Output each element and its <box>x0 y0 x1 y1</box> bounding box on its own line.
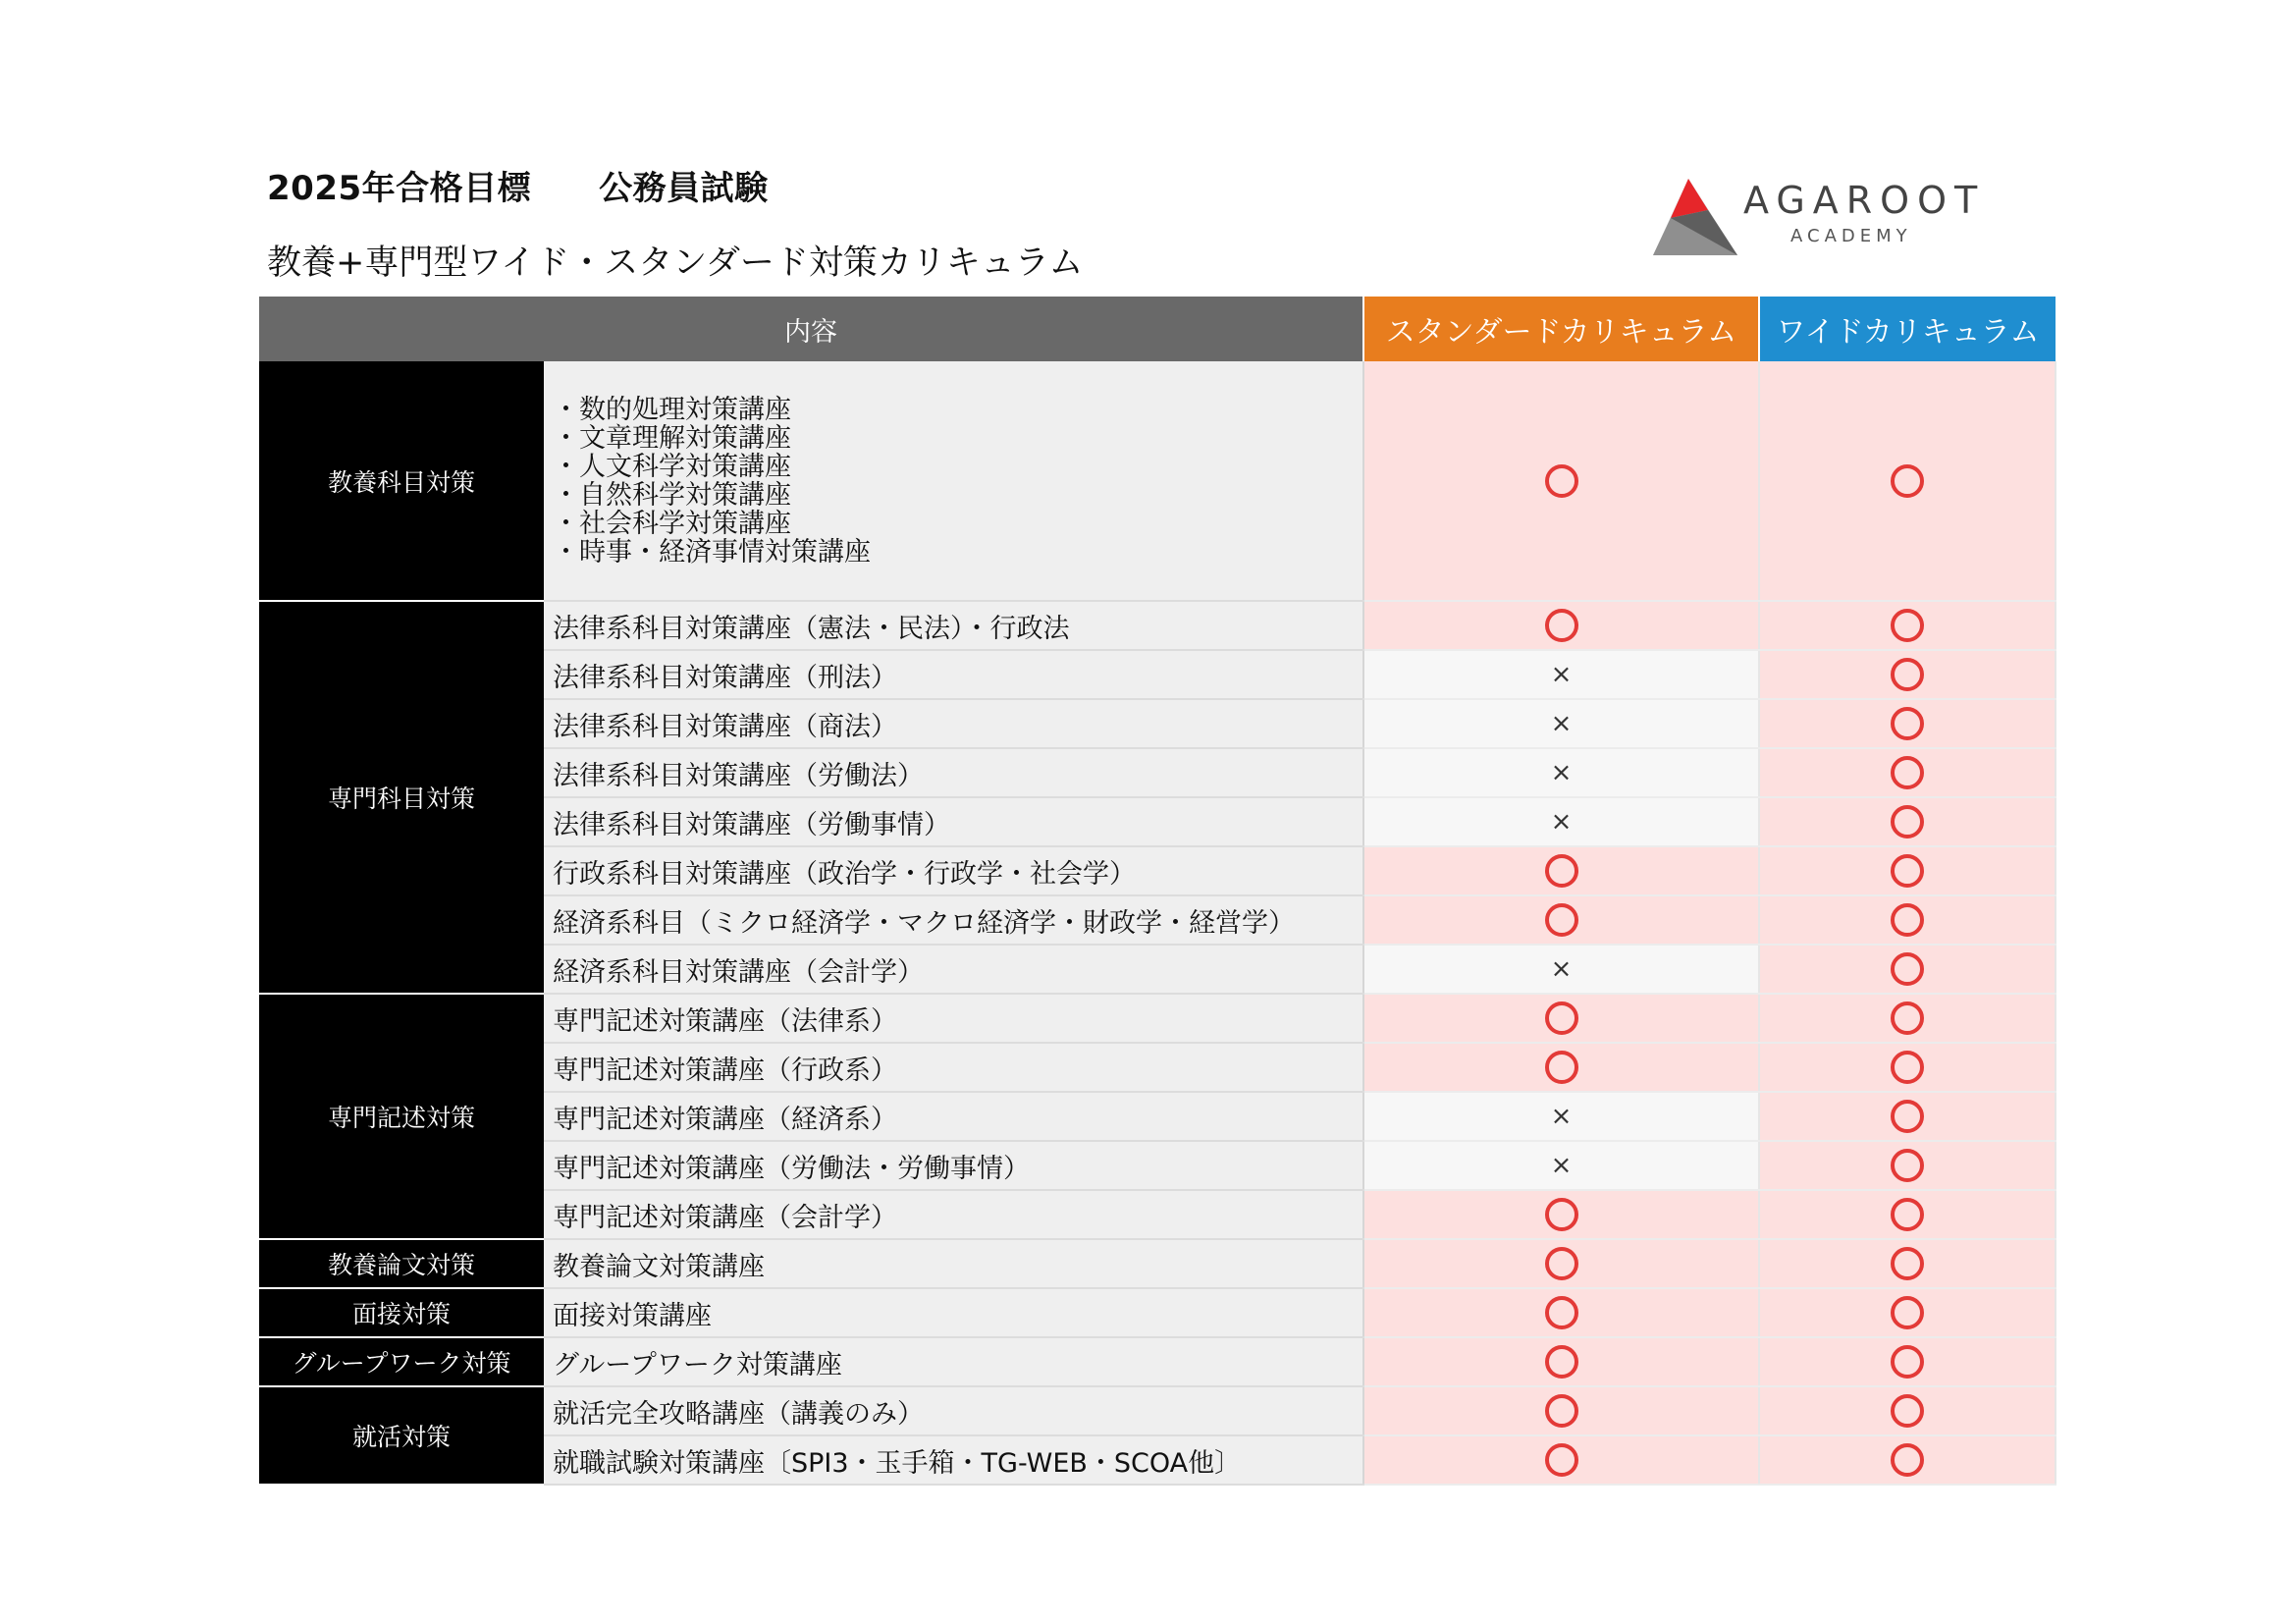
circle-included-icon <box>1545 1051 1578 1084</box>
standard-mark-cell <box>1363 1190 1759 1239</box>
content-list-item: ・社会科学対策講座 <box>553 508 791 539</box>
wide-mark-cell <box>1759 1288 2056 1337</box>
wide-mark-cell <box>1759 797 2056 846</box>
page-subtitle: 教養+専門型ワイド・スタンダード対策カリキュラム <box>267 243 1084 283</box>
page-title: 2025年合格目標 公務員試験 <box>267 169 769 208</box>
circle-included-icon <box>1891 464 1924 498</box>
table-row <box>259 601 2056 650</box>
cross-excluded-icon: × <box>1550 660 1573 689</box>
content-cell <box>544 361 1363 601</box>
category-cell: 教養論文対策 <box>259 1239 544 1288</box>
standard-mark-cell <box>1363 994 1759 1043</box>
table-row <box>259 361 2056 601</box>
standard-mark-cell <box>1363 1239 1759 1288</box>
circle-included-icon <box>1545 1443 1578 1477</box>
category-cell: 教養科目対策 <box>259 361 544 601</box>
standard-mark-cell <box>1363 1386 1759 1435</box>
category-cell: 面接対策 <box>259 1288 544 1337</box>
content-cell: 法律系科目対策講座（労働法） <box>544 748 1363 797</box>
curriculum-table <box>259 297 2056 1486</box>
circle-included-icon <box>1891 756 1924 789</box>
logo-triangle-icon <box>1649 175 1741 263</box>
logo-subtext: ACADEMY <box>1790 226 1912 246</box>
wide-mark-cell <box>1759 1043 2056 1092</box>
wide-mark-cell <box>1759 1239 2056 1288</box>
circle-included-icon <box>1891 903 1924 937</box>
circle-included-icon <box>1891 609 1924 642</box>
content-cell: 教養論文対策講座 <box>544 1239 1363 1288</box>
wide-mark-cell <box>1759 361 2056 601</box>
circle-included-icon <box>1891 1051 1924 1084</box>
table-header-row <box>259 297 2056 361</box>
content-cell: 面接対策講座 <box>544 1288 1363 1337</box>
wide-mark-cell <box>1759 1337 2056 1386</box>
table-row <box>259 1386 2056 1435</box>
agaroot-logo <box>1649 175 1986 263</box>
circle-included-icon <box>1545 1247 1578 1280</box>
content-cell: 法律系科目対策講座（商法） <box>544 699 1363 748</box>
standard-mark-cell <box>1363 1337 1759 1386</box>
content-cell: 行政系科目対策講座（政治学・行政学・社会学） <box>544 846 1363 895</box>
wide-mark-cell <box>1759 601 2056 650</box>
header-standard-curriculum: スタンダードカリキュラム <box>1363 297 1759 361</box>
circle-included-icon <box>1545 1394 1578 1428</box>
content-list-item: ・人文科学対策講座 <box>553 451 791 482</box>
wide-mark-cell <box>1759 1092 2056 1141</box>
header-content: 内容 <box>259 297 1363 361</box>
circle-included-icon <box>1545 903 1578 937</box>
header-wide-curriculum: ワイドカリキュラム <box>1759 297 2056 361</box>
content-list-item: ・自然科学対策講座 <box>553 479 791 511</box>
standard-mark-cell <box>1363 361 1759 601</box>
standard-mark-cell <box>1363 797 1759 846</box>
circle-included-icon <box>1891 707 1924 740</box>
circle-included-icon <box>1545 609 1578 642</box>
circle-included-icon <box>1891 1149 1924 1182</box>
content-cell: 経済系科目対策講座（会計学） <box>544 945 1363 994</box>
content-cell: 専門記述対策講座（法律系） <box>544 994 1363 1043</box>
table-row <box>259 994 2056 1043</box>
circle-included-icon <box>1891 1198 1924 1231</box>
standard-mark-cell <box>1363 748 1759 797</box>
circle-included-icon <box>1545 1198 1578 1231</box>
standard-mark-cell <box>1363 1043 1759 1092</box>
content-cell: 経済系科目（ミクロ経済学・マクロ経済学・財政学・経営学） <box>544 895 1363 945</box>
category-cell: 専門科目対策 <box>259 601 544 994</box>
standard-mark-cell <box>1363 846 1759 895</box>
content-cell: 専門記述対策講座（労働法・労働事情） <box>544 1141 1363 1190</box>
circle-included-icon <box>1891 658 1924 691</box>
wide-mark-cell <box>1759 748 2056 797</box>
content-cell: 就職試験対策講座〔SPI3・玉手箱・TG-WEB・SCOA他〕 <box>544 1435 1363 1485</box>
wide-mark-cell <box>1759 945 2056 994</box>
wide-mark-cell <box>1759 1141 2056 1190</box>
content-cell: 就活完全攻略講座（講義のみ） <box>544 1386 1363 1435</box>
circle-included-icon <box>1891 1394 1924 1428</box>
cross-excluded-icon: × <box>1550 1151 1573 1180</box>
table-row <box>259 1337 2056 1386</box>
circle-included-icon <box>1891 1001 1924 1035</box>
circle-included-icon <box>1545 1345 1578 1379</box>
cross-excluded-icon: × <box>1550 758 1573 787</box>
circle-included-icon <box>1545 854 1578 888</box>
circle-included-icon <box>1891 1345 1924 1379</box>
logo-wordmark: AGAROOT <box>1743 179 1986 222</box>
content-cell: 法律系科目対策講座（憲法・民法）・行政法 <box>544 601 1363 650</box>
circle-included-icon <box>1891 854 1924 888</box>
content-list-item: ・時事・経済事情対策講座 <box>553 536 871 568</box>
circle-included-icon <box>1891 1100 1924 1133</box>
category-cell: 専門記述対策 <box>259 994 544 1239</box>
wide-mark-cell <box>1759 1190 2056 1239</box>
content-cell: 法律系科目対策講座（刑法） <box>544 650 1363 699</box>
content-cell: 専門記述対策講座（行政系） <box>544 1043 1363 1092</box>
cross-excluded-icon: × <box>1550 709 1573 738</box>
content-cell: 法律系科目対策講座（労働事情） <box>544 797 1363 846</box>
wide-mark-cell <box>1759 1435 2056 1485</box>
table-row <box>259 1239 2056 1288</box>
circle-included-icon <box>1891 952 1924 986</box>
content-cell: グループワーク対策講座 <box>544 1337 1363 1386</box>
content-list-item: ・数的処理対策講座 <box>553 394 791 425</box>
standard-mark-cell <box>1363 650 1759 699</box>
table-row <box>259 1288 2056 1337</box>
standard-mark-cell <box>1363 945 1759 994</box>
wide-mark-cell <box>1759 895 2056 945</box>
standard-mark-cell <box>1363 1141 1759 1190</box>
standard-mark-cell <box>1363 699 1759 748</box>
circle-included-icon <box>1891 1296 1924 1329</box>
standard-mark-cell <box>1363 895 1759 945</box>
content-cell: 専門記述対策講座（会計学） <box>544 1190 1363 1239</box>
cross-excluded-icon: × <box>1550 954 1573 984</box>
wide-mark-cell <box>1759 699 2056 748</box>
wide-mark-cell <box>1759 846 2056 895</box>
standard-mark-cell <box>1363 1092 1759 1141</box>
circle-included-icon <box>1545 464 1578 498</box>
wide-mark-cell <box>1759 994 2056 1043</box>
standard-mark-cell <box>1363 601 1759 650</box>
wide-mark-cell <box>1759 650 2056 699</box>
category-cell: グループワーク対策 <box>259 1337 544 1386</box>
content-cell: 専門記述対策講座（経済系） <box>544 1092 1363 1141</box>
content-list-item: ・文章理解対策講座 <box>553 422 791 454</box>
cross-excluded-icon: × <box>1550 807 1573 837</box>
circle-included-icon <box>1891 805 1924 839</box>
cross-excluded-icon: × <box>1550 1102 1573 1131</box>
circle-included-icon <box>1891 1443 1924 1477</box>
category-cell: 就活対策 <box>259 1386 544 1485</box>
circle-included-icon <box>1891 1247 1924 1280</box>
circle-included-icon <box>1545 1296 1578 1329</box>
circle-included-icon <box>1545 1001 1578 1035</box>
standard-mark-cell <box>1363 1435 1759 1485</box>
standard-mark-cell <box>1363 1288 1759 1337</box>
wide-mark-cell <box>1759 1386 2056 1435</box>
table-body <box>259 361 2056 1485</box>
